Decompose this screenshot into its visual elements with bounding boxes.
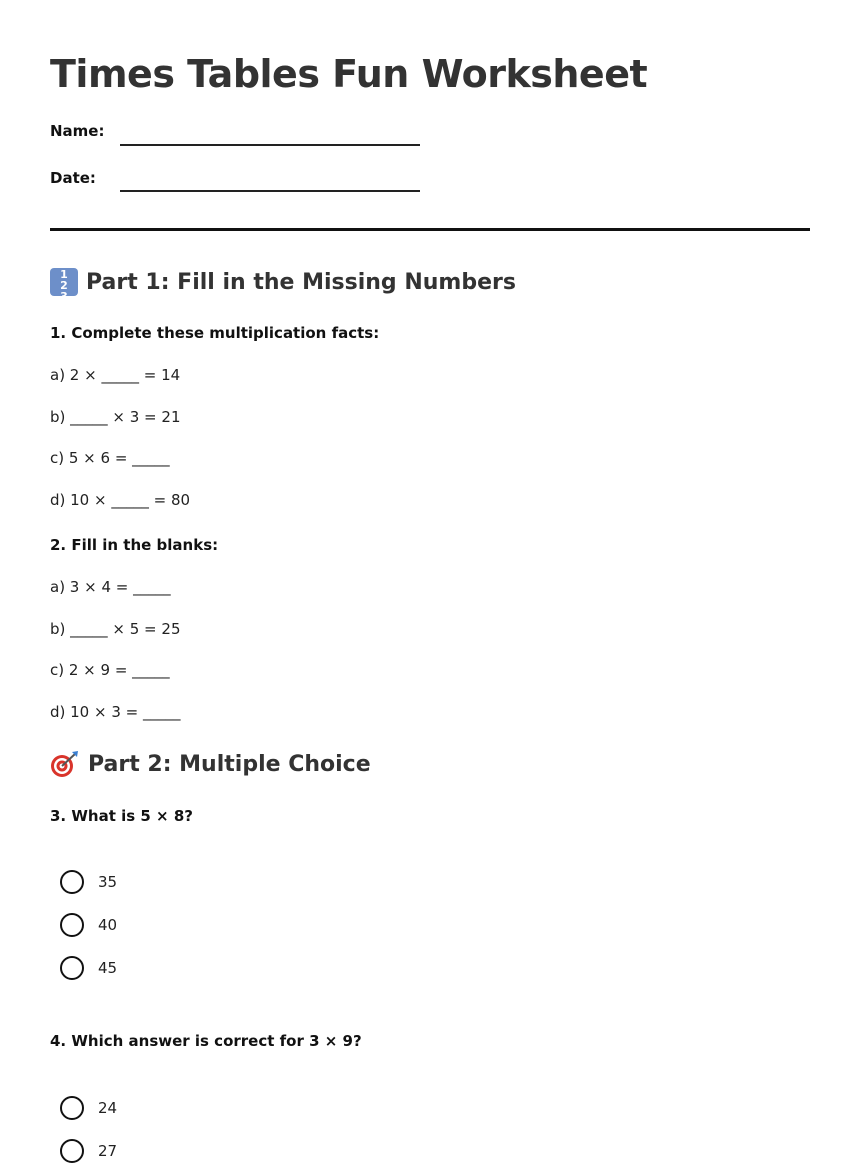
- question-2-item-b: b) _____ × 5 = 25: [50, 620, 181, 638]
- question-2: 2. Fill in the blanks:: [50, 536, 219, 554]
- date-field[interactable]: [120, 190, 420, 192]
- question-2-item-c: c) 2 × 9 = _____: [50, 661, 170, 679]
- radio-button[interactable]: [60, 913, 84, 937]
- numbers-icon: 1 2 3 4: [50, 268, 78, 296]
- target-icon: [50, 750, 80, 778]
- page-title: Times Tables Fun Worksheet: [50, 52, 648, 96]
- header-divider: [50, 228, 810, 231]
- name-label: Name:: [50, 122, 105, 140]
- date-label: Date:: [50, 169, 96, 187]
- radio-button[interactable]: [60, 870, 84, 894]
- part2-heading-text: Part 2: Multiple Choice: [88, 751, 371, 777]
- option-label: 40: [98, 916, 118, 934]
- part1-heading: [50, 268, 516, 314]
- question-1-item-a: a) 2 × _____ = 14: [50, 366, 181, 384]
- part2-heading: [50, 750, 371, 778]
- question-1-item-b: b) _____ × 3 = 21: [50, 408, 181, 426]
- radio-button[interactable]: [60, 1096, 84, 1120]
- question-3-option-a[interactable]: [60, 870, 117, 894]
- radio-button[interactable]: [60, 1139, 84, 1163]
- option-label: 45: [98, 959, 118, 977]
- question-4-option-b[interactable]: [60, 1139, 117, 1163]
- name-field[interactable]: [120, 144, 420, 146]
- question-1-item-c: c) 5 × 6 = _____: [50, 449, 170, 467]
- question-3-option-c[interactable]: [60, 956, 117, 980]
- option-label: 27: [98, 1142, 118, 1160]
- question-3: 3. What is 5 × 8?: [50, 807, 193, 825]
- part1-heading-text: Part 1: Fill in the Missing Numbers: [86, 269, 516, 295]
- question-1: 1. Complete these multiplication facts:: [50, 324, 380, 342]
- question-3-option-b[interactable]: [60, 913, 117, 937]
- question-1-item-d: d) 10 × _____ = 80: [50, 491, 191, 509]
- question-4-option-a[interactable]: [60, 1096, 117, 1120]
- option-label: 24: [98, 1099, 118, 1117]
- radio-button[interactable]: [60, 956, 84, 980]
- question-4: 4. Which answer is correct for 3 × 9?: [50, 1032, 362, 1050]
- option-label: 35: [98, 873, 118, 891]
- question-2-item-a: a) 3 × 4 = _____: [50, 578, 171, 596]
- question-2-item-d: d) 10 × 3 = _____: [50, 703, 181, 721]
